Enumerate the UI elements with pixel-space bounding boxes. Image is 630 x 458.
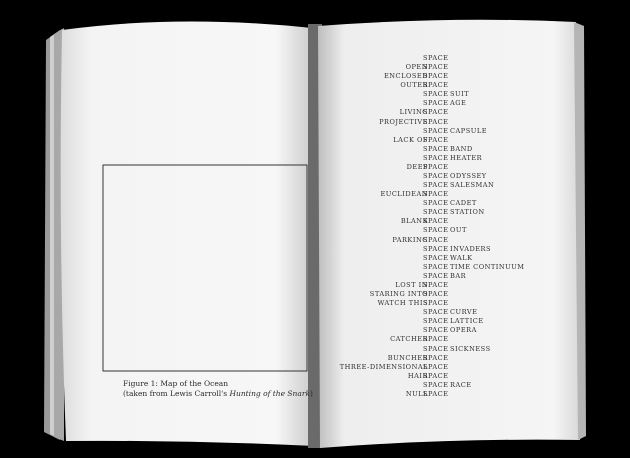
space-row — [330, 172, 560, 181]
space-row — [330, 263, 560, 272]
row-space-word: SPACE — [423, 135, 449, 144]
row-suffix: STATION — [450, 208, 485, 217]
row-prefix: BLANK — [400, 217, 428, 226]
space-row — [330, 326, 560, 335]
space-row — [330, 226, 560, 235]
row-suffix: BAND — [450, 144, 473, 153]
row-suffix: WALK — [450, 253, 473, 262]
space-row — [330, 335, 560, 344]
row-prefix: LOST IN — [395, 280, 428, 289]
row-space-word: SPACE — [423, 290, 449, 299]
space-row — [330, 317, 560, 326]
row-space-word: SPACE — [423, 262, 449, 271]
row-space-word: SPACE — [423, 108, 449, 117]
space-row — [330, 217, 560, 226]
row-space-word: SPACE — [423, 90, 449, 99]
space-row — [330, 72, 560, 81]
space-row — [330, 145, 560, 154]
row-space-word: SPACE — [423, 99, 449, 108]
space-row — [330, 308, 560, 317]
space-row — [330, 372, 560, 381]
row-space-word: SPACE — [423, 326, 449, 335]
row-space-word: SPACE — [423, 63, 449, 72]
row-prefix: ENCLOSED — [383, 72, 428, 81]
space-row — [330, 281, 560, 290]
space-row — [330, 354, 560, 363]
row-prefix: OUTER — [400, 81, 428, 90]
row-suffix: CAPSULE — [450, 126, 488, 135]
space-row — [330, 290, 560, 299]
row-prefix: HAIR — [407, 371, 428, 380]
row-prefix: PARKING — [392, 235, 428, 244]
row-prefix: THREE-DIMENSIONAL — [339, 362, 428, 371]
row-space-word: SPACE — [423, 117, 449, 126]
space-row — [330, 272, 560, 281]
row-space-word: SPACE — [423, 72, 449, 81]
space-row — [330, 381, 560, 390]
row-space-word: SPACE — [423, 226, 449, 235]
row-prefix: LIVING — [399, 108, 428, 117]
row-space-word: SPACE — [423, 217, 449, 226]
figure-caption — [123, 379, 313, 398]
row-prefix: EUCLIDEAN — [380, 190, 428, 199]
space-row — [330, 245, 560, 254]
row-space-word: SPACE — [423, 162, 449, 171]
row-space-word: SPACE — [423, 253, 449, 262]
caption-line-2 — [123, 389, 313, 399]
row-space-word: SPACE — [423, 54, 449, 62]
space-row — [330, 299, 560, 308]
row-space-word: SPACE — [423, 81, 449, 90]
row-space-word: SPACE — [423, 190, 449, 199]
space-row — [330, 208, 560, 217]
space-row — [330, 181, 560, 190]
row-space-word: SPACE — [423, 280, 449, 289]
row-space-word: SPACE — [423, 335, 449, 344]
row-prefix: LACK OF — [393, 135, 428, 144]
space-row — [330, 136, 560, 145]
row-space-word: SPACE — [423, 244, 449, 253]
row-prefix: WATCH THIS — [377, 299, 428, 308]
row-suffix: ODYSSEY — [450, 172, 487, 181]
row-space-word: SPACE — [423, 199, 449, 208]
row-space-word: SPACE — [423, 371, 449, 380]
row-suffix: CURVE — [450, 308, 478, 317]
caption-suffix: ) — [310, 388, 313, 398]
space-row — [330, 236, 560, 245]
space-row — [330, 190, 560, 199]
row-suffix: BAR — [450, 271, 467, 280]
space-row — [330, 254, 560, 263]
row-space-word: SPACE — [423, 344, 449, 353]
row-space-word: SPACE — [423, 380, 449, 389]
row-space-word: SPACE — [423, 299, 449, 308]
row-space-word: SPACE — [423, 389, 449, 398]
row-suffix: SALESMAN — [450, 181, 495, 190]
row-space-word: SPACE — [423, 317, 449, 326]
space-row — [330, 163, 560, 172]
space-row — [330, 90, 560, 99]
row-suffix: OPERA — [450, 326, 477, 335]
row-suffix: LATTICE — [450, 317, 484, 326]
row-prefix: BUNCHER — [387, 353, 428, 362]
row-space-word: SPACE — [423, 126, 449, 135]
row-space-word: SPACE — [423, 362, 449, 371]
space-row — [330, 154, 560, 163]
row-suffix: CADET — [450, 199, 477, 208]
row-prefix: OPEN — [405, 63, 428, 72]
row-space-word: SPACE — [423, 181, 449, 190]
row-prefix: PROJECTIVE — [379, 117, 428, 126]
row-space-word: SPACE — [423, 153, 449, 162]
row-space-word: SPACE — [423, 235, 449, 244]
caption-prefix: (taken from Lewis Carroll's — [123, 388, 230, 398]
row-space-word: SPACE — [423, 208, 449, 217]
row-space-word: SPACE — [423, 308, 449, 317]
caption-book-title: Hunting of the Snark — [229, 388, 310, 398]
space-row — [330, 127, 560, 136]
space-row — [330, 54, 560, 63]
row-space-word: SPACE — [423, 271, 449, 280]
row-suffix: SICKNESS — [450, 344, 491, 353]
space-row — [330, 363, 560, 372]
row-prefix: CATCHER — [390, 335, 428, 344]
space-row — [330, 99, 560, 108]
space-row — [330, 108, 560, 117]
space-row — [330, 199, 560, 208]
row-suffix: AGE — [450, 99, 467, 108]
row-suffix: INVADERS — [450, 244, 492, 253]
row-prefix: DEEP — [406, 162, 428, 171]
row-space-word: SPACE — [423, 172, 449, 181]
space-word-list — [330, 54, 560, 399]
row-prefix: NULL — [405, 389, 428, 398]
row-space-word: SPACE — [423, 353, 449, 362]
row-suffix: HEATER — [450, 153, 483, 162]
space-row — [330, 345, 560, 354]
row-suffix: OUT — [450, 226, 467, 235]
space-row — [330, 81, 560, 90]
space-row — [330, 390, 560, 399]
row-space-word: SPACE — [423, 144, 449, 153]
caption-line-1: Figure 1: Map of the Ocean — [123, 379, 229, 388]
row-suffix: TIME CONTINUUM — [450, 262, 525, 271]
row-suffix: SUIT — [450, 90, 470, 99]
space-row — [330, 118, 560, 127]
space-row — [330, 63, 560, 72]
row-suffix: RACE — [450, 380, 472, 389]
row-prefix: STARING INTO — [369, 290, 428, 299]
